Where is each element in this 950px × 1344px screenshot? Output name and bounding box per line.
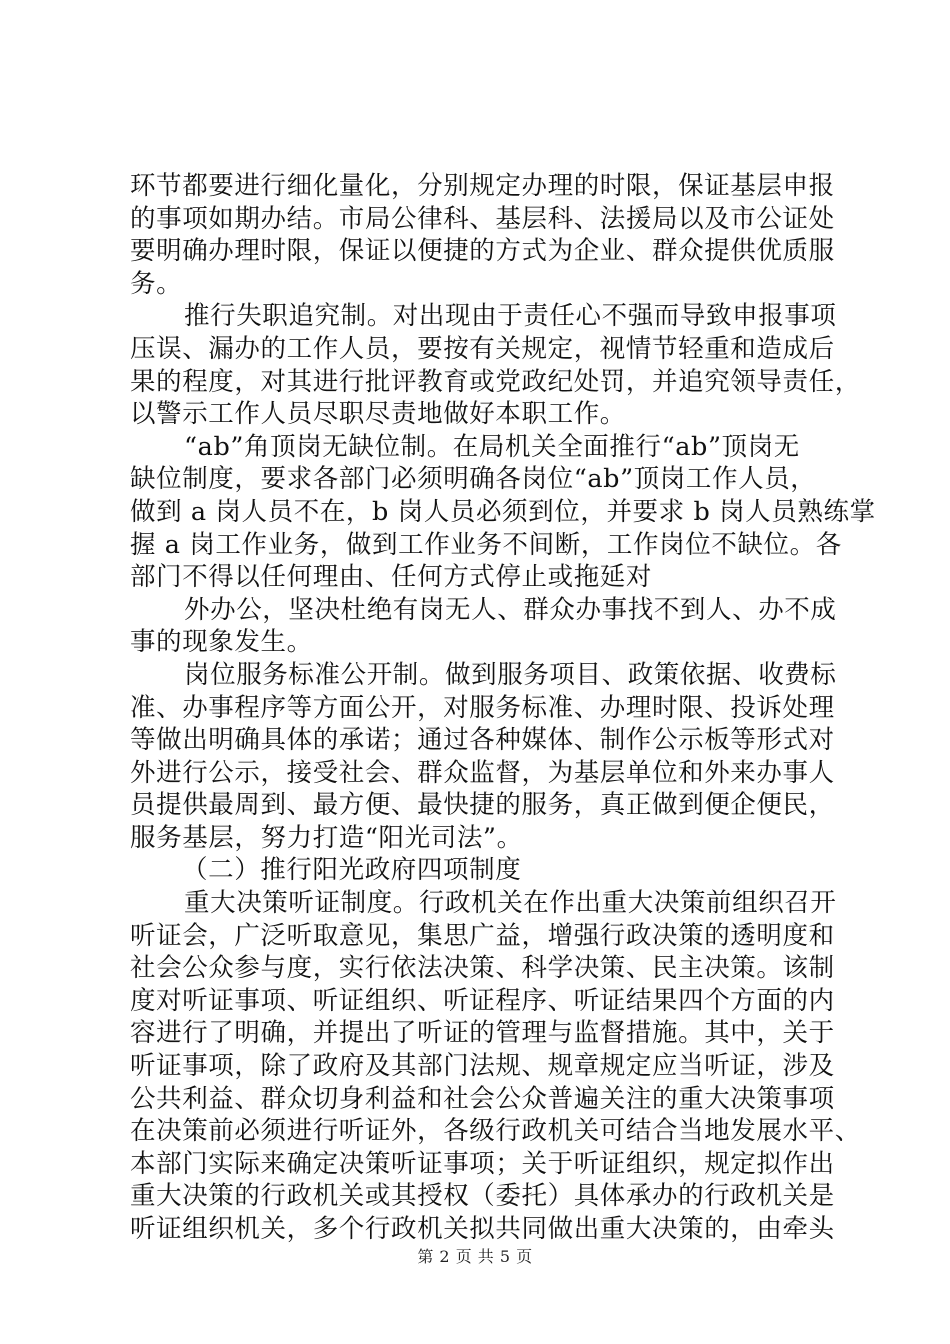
text-line: 在决策前必须进行听证外，各级行政机关可结合当地发展水平、: [130, 1116, 861, 1147]
text-line: 果的程度，对其进行批评教育或党政纪处罚，并追究领导责任，: [130, 366, 861, 397]
body-text: [130, 170, 876, 1246]
text-line: 度对听证事项、听证组织、听证程序、听证结果四个方面的内: [130, 985, 835, 1016]
text-line: 社会公众参与度，实行依法决策、科学决策、民主决策。该制: [130, 953, 835, 984]
text-line: 以警示工作人员尽职尽责地做好本职工作。: [130, 399, 626, 430]
text-line: 部门不得以任何理由、任何方式停止或拖延对: [130, 562, 653, 593]
text-line: 事的现象发生。: [130, 627, 313, 658]
text-line: 做到 a 岗人员不在，b 岗人员必须到位，并要求 b 岗人员熟练掌: [130, 496, 876, 527]
paragraph-start: 重大决策听证制度。行政机关在作出重大决策前组织召开: [184, 888, 837, 919]
text-line: 听证事项，除了政府及其部门法规、规章规定应当听证，涉及: [130, 1051, 835, 1082]
text-line: 要明确办理时限，保证以便捷的方式为企业、群众提供优质服: [130, 236, 835, 267]
text-line: 准、办事程序等方面公开，对服务标准、办理时限、投诉处理: [130, 692, 835, 723]
text-line: 等做出明确具体的承诺；通过各种媒体、制作公示板等形式对: [130, 725, 835, 756]
text-line: 服务基层，努力打造“阳光司法”。: [130, 822, 523, 853]
text-line: 缺位制度，要求各部门必须明确各岗位“ab”顶岗工作人员，: [130, 464, 817, 495]
text-line: 重大决策的行政机关或其授权（委托）具体承办的行政机关是: [130, 1181, 835, 1212]
paragraph-start: “ab”角顶岗无缺位制。在局机关全面推行“ab”顶岗无: [184, 431, 800, 462]
text-line: 外进行公示，接受社会、群众监督，为基层单位和外来办事人: [130, 757, 835, 788]
paragraph-start: 外办公，坚决杜绝有岗无人、群众办事找不到人、办不成: [184, 594, 837, 625]
text-line: 容进行了明确，并提出了听证的管理与监督措施。其中，关于: [130, 1018, 835, 1049]
text-line: 听证会，广泛听取意见，集思广益，增强行政决策的透明度和: [130, 920, 835, 951]
text-line: 的事项如期办结。市局公律科、基层科、法援局以及市公证处: [130, 203, 835, 234]
text-line: 务。: [130, 268, 183, 299]
text-line: 压误、漏办的工作人员，要按有关规定，视情节轻重和造成后: [130, 333, 835, 364]
page-footer: 第 2 页 共 5 页: [417, 1247, 533, 1266]
paragraph-start: 岗位服务标准公开制。做到服务项目、政策依据、收费标: [184, 659, 837, 690]
text-line: 公共利益、群众切身利益和社会公众普遍关注的重大决策事项: [130, 1083, 835, 1114]
text-line: 握 a 岗工作业务，做到工作业务不间断，工作岗位不缺位。各: [130, 529, 842, 560]
text-line: 听证组织机关，多个行政机关拟共同做出重大决策的，由牵头: [130, 1214, 835, 1244]
text-line: 本部门实际来确定决策听证事项；关于听证组织，规定拟作出: [130, 1148, 835, 1179]
text-line: 员提供最周到、最方便、最快捷的服务，真正做到便企便民，: [130, 790, 835, 821]
section-heading: （二）推行阳光政府四项制度: [182, 855, 522, 886]
text-line: 环节都要进行细化量化，分别规定办理的时限，保证基层申报: [130, 171, 835, 201]
paragraph-start: 推行失职追究制。对出现由于责任心不强而导致申报事项: [184, 301, 837, 332]
